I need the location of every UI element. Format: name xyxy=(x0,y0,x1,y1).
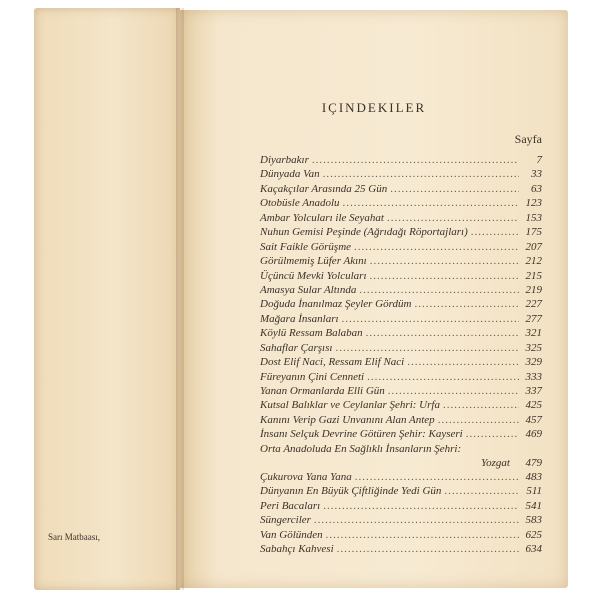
toc-entry xyxy=(260,499,542,513)
toc-entry xyxy=(260,370,542,384)
toc-leader-dots xyxy=(414,297,519,311)
toc-entry-title: Kanını Verip Gazi Unvanını Alan Antep xyxy=(260,413,435,426)
toc-entry-page: 212 xyxy=(525,255,542,268)
toc-entry-title: Üçüncü Mevki Yolcuları xyxy=(260,269,367,282)
toc-entry-page: 425 xyxy=(525,399,542,412)
toc-entry xyxy=(260,326,542,340)
toc-entry-page: 541 xyxy=(525,499,542,512)
toc-leader-dots xyxy=(342,312,519,326)
toc-entry xyxy=(260,196,542,210)
toc-entry-page: 215 xyxy=(525,269,542,282)
toc-leader-dots xyxy=(443,398,519,412)
toc-leader-dots xyxy=(355,470,519,484)
toc-entry xyxy=(260,283,542,297)
toc-leader-dots xyxy=(337,542,519,556)
printer-imprint: Sarı Matbaası, xyxy=(48,532,100,542)
toc-entry xyxy=(260,427,542,441)
toc-entry-page: 63 xyxy=(531,182,542,195)
toc-leader-dots xyxy=(366,326,519,340)
toc-entry xyxy=(260,413,542,427)
toc-entry xyxy=(260,254,542,268)
toc-entry-page: 123 xyxy=(525,197,542,210)
toc-entry xyxy=(260,398,542,412)
toc-leader-dots xyxy=(438,413,519,427)
toc-entry-page: 329 xyxy=(525,356,542,369)
toc-entry-title: Çukurova Yana Yana xyxy=(260,470,352,483)
toc-entry-title: Sahaflar Çarşısı xyxy=(260,341,333,354)
toc-entry xyxy=(260,484,542,498)
toc-entry-page: 153 xyxy=(525,211,542,224)
toc-entry xyxy=(260,182,542,196)
toc-entry-title: Peri Bacaları xyxy=(260,499,321,512)
toc-entry xyxy=(260,542,542,556)
toc-entry-title: Sabahçı Kahvesi xyxy=(260,542,334,555)
toc-entry xyxy=(260,153,542,167)
toc-entry-page: 337 xyxy=(525,385,542,397)
toc-entry-title: İnsanı Selçuk Devrine Götüren Şehir: Kayseri xyxy=(260,428,463,441)
toc-leader-dots xyxy=(471,225,519,239)
toc-entry-title: Amasya Sular Altında xyxy=(260,283,357,296)
toc-leader-dots xyxy=(323,167,519,181)
toc-entry-page: 227 xyxy=(525,298,542,311)
toc-entry xyxy=(260,528,542,542)
toc-entry-title: Ambar Yolcuları ile Seyahat xyxy=(260,211,384,224)
toc-leader-dots xyxy=(387,211,519,225)
open-book xyxy=(34,8,568,590)
toc-leader-dots xyxy=(314,513,519,527)
toc-entry-page: 483 xyxy=(525,470,542,483)
toc-leader-dots xyxy=(390,182,519,196)
toc-entry-page: 511 xyxy=(526,485,542,498)
toc-leader-dots xyxy=(388,384,519,398)
toc-entry-title: Mağara İnsanları xyxy=(260,312,339,325)
toc-entry-title: Otobüsle Anadolu xyxy=(260,197,340,210)
toc-entry-title: Kutsal Balıklar ve Ceylanlar Şehri: Urfa xyxy=(260,399,440,412)
toc-leader-dots xyxy=(370,269,519,283)
toc-entry xyxy=(260,167,542,181)
toc-leader-dots xyxy=(444,484,519,498)
toc-entry-page: 333 xyxy=(525,370,542,383)
toc-entry-title: Doğuda İnanılmaz Şeyler Gördüm xyxy=(260,298,412,311)
toc-entry-title: Yanan Ormanlarda Elli Gün xyxy=(260,385,385,397)
toc-entry-title: Dünyada Van xyxy=(260,168,320,181)
book-gutter xyxy=(176,8,184,590)
toc-entry-page: 175 xyxy=(525,226,542,239)
toc-entry-page: 469 xyxy=(525,428,542,441)
toc-entry-page: 7 xyxy=(536,154,542,166)
toc-entry-page: 33 xyxy=(531,168,542,181)
toc-entry-title: Orta Anadoluda En Sağlıklı İnsanların Şehri: xyxy=(260,442,462,455)
toc-entry-title: Dost Elif Naci, Ressam Elif Naci xyxy=(260,356,405,369)
toc-leader-dots xyxy=(312,153,519,167)
toc-entry-page: 634 xyxy=(525,542,542,555)
toc-entry xyxy=(260,513,542,527)
toc-entry xyxy=(260,240,542,254)
toc-entry-title: Süngerciler xyxy=(260,514,311,527)
toc-entry-title: Dünyanın En Büyük Çiftliğinde Yedi Gün xyxy=(260,485,442,498)
page-column-label: Sayfa xyxy=(514,132,542,146)
toc-entry-title: Füreyanın Çini Cenneti xyxy=(260,370,365,383)
toc-entry-title: Diyarbakır xyxy=(260,154,309,166)
toc-leader-dots xyxy=(367,370,519,384)
toc-leader-dots xyxy=(335,341,519,355)
toc-entry-page: 325 xyxy=(525,341,542,354)
toc-entry-page: 583 xyxy=(525,514,542,527)
toc-entry-title-line2: Yozgat xyxy=(481,457,510,470)
toc-entry xyxy=(260,312,542,326)
toc-entry-page: 277 xyxy=(525,312,542,325)
right-page xyxy=(180,10,568,588)
toc-entry xyxy=(260,297,542,311)
toc-entry-continuation xyxy=(260,456,542,470)
toc-entry-title: Kaçakçılar Arasında 25 Gün xyxy=(260,182,388,195)
toc-entry-page: 219 xyxy=(525,283,542,296)
toc-entry-title: Görülmemiş Lüfer Akını xyxy=(260,255,367,268)
toc-leader-dots xyxy=(370,254,519,268)
toc-entry-title: Nuhun Gemisi Peşinde (Ağrıdağı Röportajları) xyxy=(260,226,468,239)
toc-leader-dots xyxy=(407,355,519,369)
toc-leader-dots xyxy=(466,427,519,441)
toc-entry xyxy=(260,269,542,283)
toc-heading: IÇINDEKILER xyxy=(321,100,427,115)
toc-leader-dots xyxy=(326,528,519,542)
toc-entry-title: Sait Faikle Görüşme xyxy=(260,240,352,253)
toc-leader-dots xyxy=(354,240,519,254)
toc-entry xyxy=(260,384,542,398)
toc-entry-page: 457 xyxy=(525,413,542,426)
toc-leader-dots xyxy=(323,499,519,513)
toc-entry-title: Van Gölünden xyxy=(260,528,323,541)
toc-entry-page: 321 xyxy=(525,327,542,340)
toc-entry xyxy=(260,442,542,470)
table-of-contents xyxy=(260,153,542,556)
toc-entry xyxy=(260,355,542,369)
toc-entry-title: Köylü Ressam Balaban xyxy=(260,327,363,340)
toc-entry-page: 207 xyxy=(525,240,542,253)
toc-entry xyxy=(260,225,542,239)
toc-entry xyxy=(260,341,542,355)
left-page xyxy=(34,8,180,590)
toc-leader-dots xyxy=(359,283,519,297)
toc-leader-dots xyxy=(343,196,519,210)
toc-entry xyxy=(260,211,542,225)
toc-entry xyxy=(260,470,542,484)
toc-entry-page: 479 xyxy=(525,457,542,470)
toc-entry-page: 625 xyxy=(525,528,542,541)
